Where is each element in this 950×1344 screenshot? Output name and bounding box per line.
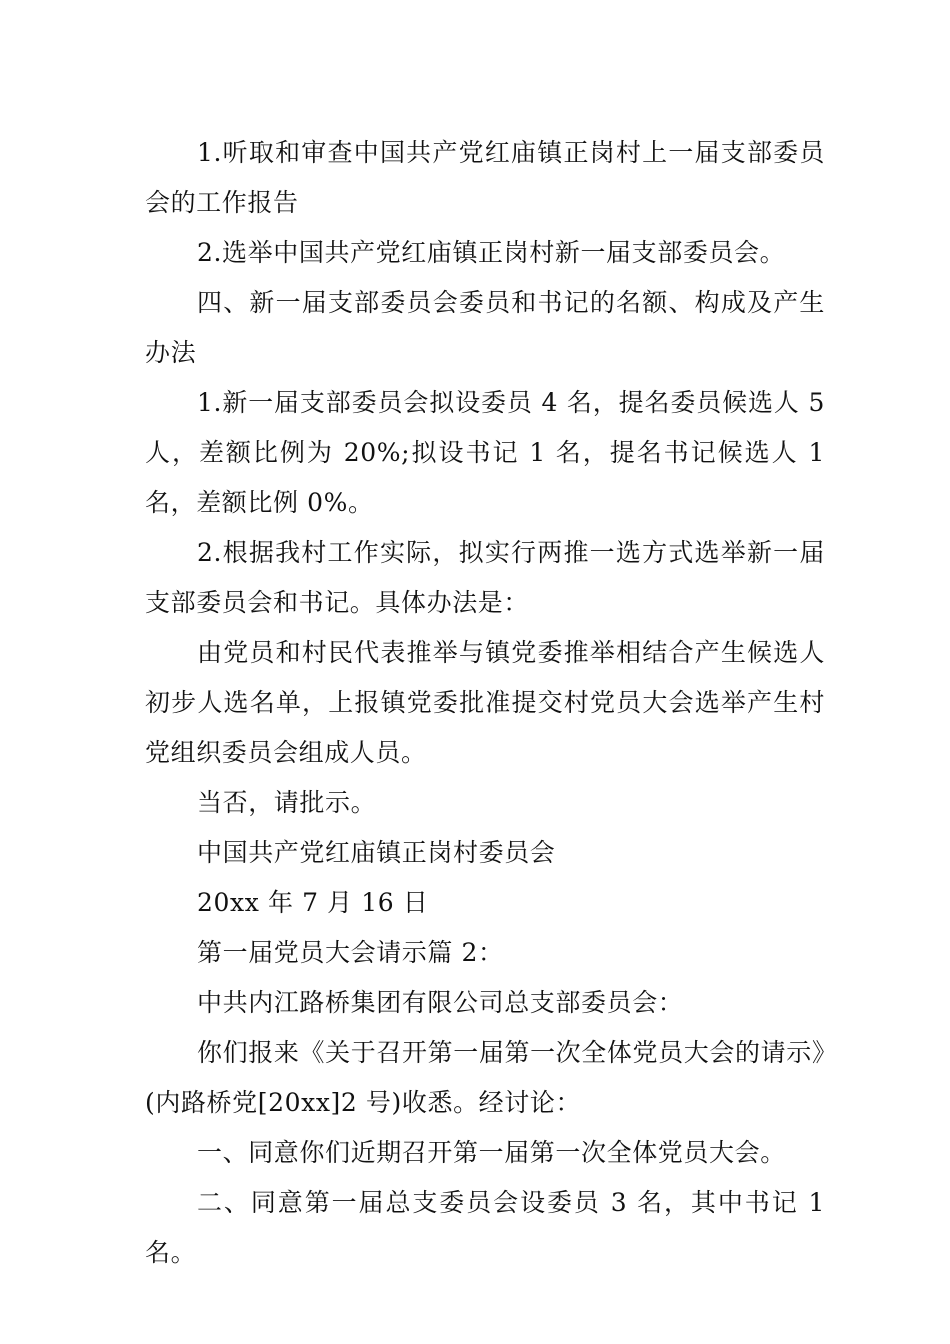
section-heading-4: 四、新一届支部委员会委员和书记的名额、构成及产生办法	[145, 288, 825, 367]
paragraph-agenda-1: 1.听取和审查中国共产党红庙镇正岗村上一届支部委员会的工作报告	[145, 138, 825, 217]
closing-request: 当否，请批示。	[197, 788, 377, 817]
paragraph-agenda-2: 2.选举中国共产党红庙镇正岗村新一届支部委员会。	[197, 238, 786, 267]
addressee: 中共内江路桥集团有限公司总支部委员会：	[197, 988, 684, 1017]
decision-1: 一、同意你们近期召开第一届第一次全体党员大会。	[197, 1138, 786, 1167]
signature-org: 中国共产党红庙镇正岗村委员会	[197, 838, 556, 867]
section-title-part2: 第一届党员大会请示篇 2：	[197, 938, 504, 967]
document-body	[145, 128, 825, 1278]
paragraph-method: 2.根据我村工作实际，拟实行两推一选方式选举新一届支部委员会和书记。具体办法是：	[145, 538, 825, 617]
paragraph-procedure: 由党员和村民代表推举与镇党委推举相结合产生候选人初步人选名单，上报镇党委批准提交村党员大会选举产生村党组织委员会组成人员。	[145, 638, 825, 767]
paragraph-quota: 1.新一届支部委员会拟设委员 4 名，提名委员候选人 5 人，差额比例为 20%;拟设书记 1 名，提名书记候选人 1 名，差额比例 0%。	[145, 388, 825, 517]
signature-date: 20xx 年 7 月 16 日	[197, 888, 429, 917]
paragraph-received: 你们报来《关于召开第一届第一次全体党员大会的请示》(内路桥党[20xx]2 号)收悉。经讨论：	[145, 1038, 825, 1117]
decision-2: 二、同意第一届总支委员会设委员 3 名，其中书记 1 名。	[145, 1188, 825, 1267]
